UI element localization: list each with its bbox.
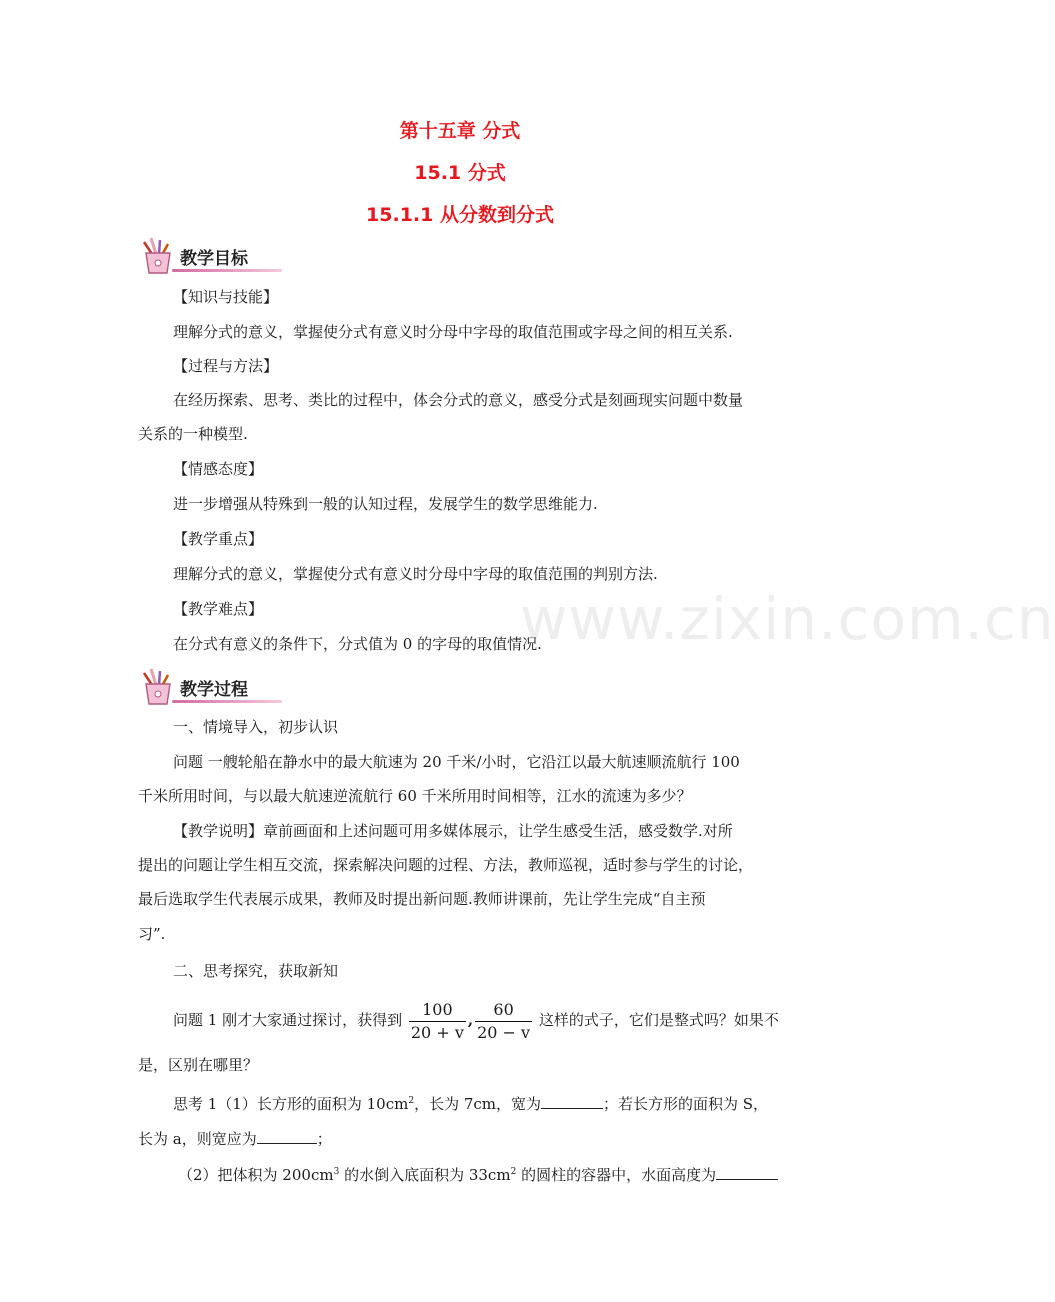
chapter-title: 第十五章 分式: [399, 120, 521, 142]
teaching-note-line3: 最后选取学生代表展示成果，教师及时提出新问题.教师讲课前，先让学生完成“自主预: [138, 890, 706, 908]
teaching-note-line2: 提出的问题让学生相互交流，探索解决问题的过程、方法，教师巡视，适时参与学生的讨论，: [138, 856, 754, 874]
think1-line2: 长为 a，则宽应为 ；: [138, 1130, 332, 1148]
fraction-100-over-20-plus-v: $\frac{100}{20 + v}$: [410, 999, 464, 1042]
part1-heading: 一、情境导入，初步认识: [173, 718, 339, 736]
difficulty-heading: 【教学难点】: [173, 600, 264, 618]
key-points-text: 理解分式的意义，掌握使分式有意义时分母中字母的取值范围的判别方法.: [173, 565, 658, 583]
question1-suffix: 这样的式子，它们是整式吗？如果不: [538, 1011, 779, 1029]
watermark: www.zixin.com.cn: [520, 585, 1055, 653]
answer-blank[interactable]: [541, 1094, 603, 1109]
attitude-heading: 【情感态度】: [173, 460, 264, 478]
part2-heading: 二、思考探究，获取新知: [173, 962, 339, 980]
teaching-process-badge: [138, 667, 283, 707]
badge-label: 教学过程: [180, 680, 248, 700]
method-text-line1: 在经历探索、思考、类比的过程中，体会分式的意义，感受分式是刻画现实问题中数量: [173, 391, 744, 409]
question1-line2: 是，区别在哪里？: [138, 1056, 259, 1074]
method-text-line2: 关系的一种模型.: [138, 425, 248, 443]
subsection-title: 15.1.1 从分数到分式: [366, 204, 554, 226]
question1-line1: 问题 1 刚才大家通过探讨，获得到 $\frac{100}{20 + v}$ , $\frac{60}{20 - v}$ 这样的式子，它们是整式吗？如果不: [173, 999, 779, 1042]
section-title: 15.1 分式: [414, 162, 506, 184]
think1-line1: 思考 1（1）长方形的面积为 $10cm^2$，长为 7cm，宽为 ；若长方形的面积为 S，: [173, 1095, 769, 1113]
key-points-heading: 【教学重点】: [173, 530, 264, 548]
think2-line1: （2）把体积为 $200cm^3$ 的水倒入底面积为 $33cm^2$ 的圆柱的容器中，水面高度为: [178, 1165, 778, 1185]
difficulty-text: 在分式有意义的条件下，分式值为 0 的字母的取值情况.: [173, 635, 542, 653]
badge-underline: [172, 700, 282, 703]
knowledge-heading: 【知识与技能】: [173, 288, 279, 306]
knowledge-text: 理解分式的意义，掌握使分式有意义时分母中字母的取值范围或字母之间的相互关系.: [173, 323, 733, 341]
badge-underline: [172, 269, 282, 272]
fraction-60-over-20-minus-v: $\frac{60}{20 - v}$: [477, 999, 531, 1042]
method-heading: 【过程与方法】: [173, 357, 279, 375]
teaching-goals-badge: [138, 236, 283, 276]
teaching-note-line1: 【教学说明】章前画面和上述问题可用多媒体展示，让学生感受生活，感受数学.对所: [173, 822, 733, 840]
badge-label: 教学目标: [180, 249, 248, 269]
attitude-text: 进一步增强从特殊到一般的认知过程，发展学生的数学思维能力.: [173, 495, 598, 513]
problem-line2: 千米所用时间，与以最大航速逆流航行 60 千米所用时间相等，江水的流速为多少？: [138, 787, 692, 805]
problem-line1: 问题 一艘轮船在静水中的最大航速为 20 千米/小时，它沿江以最大航速顺流航行 100: [173, 753, 740, 771]
teaching-note-line4: 习”.: [138, 925, 166, 943]
answer-blank[interactable]: [716, 1165, 778, 1180]
question1-prefix: 问题 1 刚才大家通过探讨，获得到: [173, 1011, 403, 1029]
answer-blank[interactable]: [257, 1129, 317, 1144]
